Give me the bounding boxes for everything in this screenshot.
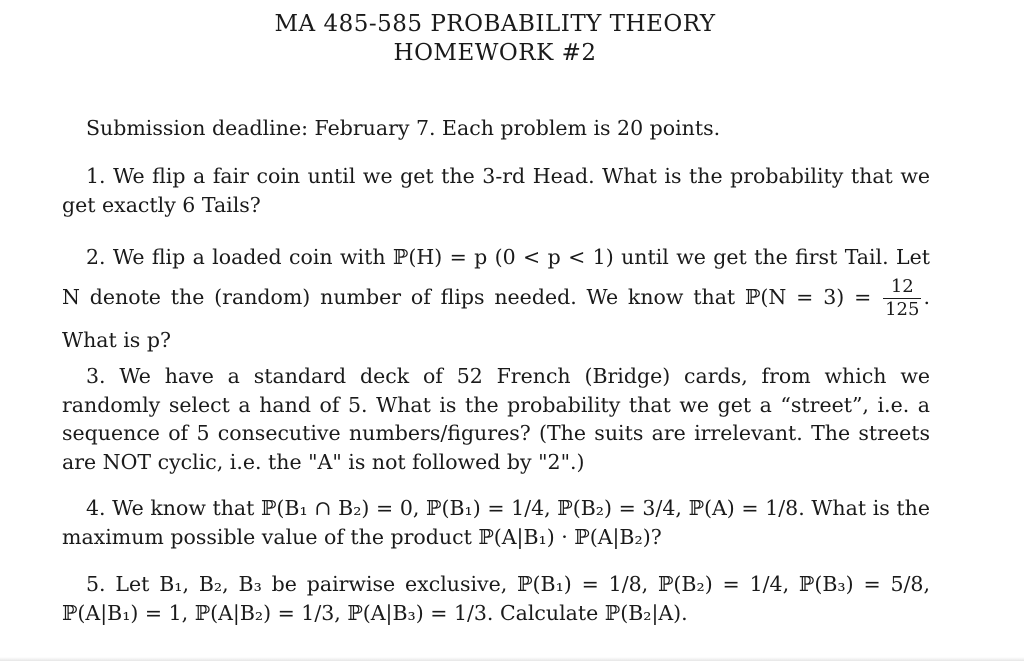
probability-fraction	[883, 276, 921, 321]
document-title	[0, 10, 990, 68]
problem-5-text: 5. Let B₁, B₂, B₃ be pairwise exclusive, ℙ(B₁) = 1/8, ℙ(B₂) = 1/4, ℙ(B₃) = 5/8, ℙ(A|B₁) = 1, ℙ(A|B₂) = 1/3, ℙ(A|B₃) = 1/3. Calculate ℙ(B₂|A).	[62, 572, 930, 625]
problem-4-text: 4. We know that ℙ(B₁ ∩ B₂) = 0, ℙ(B₁) = 1/4, ℙ(B₂) = 3/4, ℙ(A) = 1/8. What is the maximum possible value of the product ℙ(A|B₁) · ℙ(A|B₂)?	[62, 496, 930, 549]
course-title: MA 485-585 PROBABILITY THEORY	[274, 11, 716, 37]
problem-2-text-after: . What is p?	[62, 285, 930, 352]
problem-3-text: 3. We have a standard deck of 52 French (Bridge) cards, from which we randomly select a hand of 5. What is the probability that we get a “street”, i.e. a sequence of 5 consecutive numbers/figures? (The suits are irrelevant. The streets are NOT cyclic, i.e. the "A" is not followed by "2".)	[62, 364, 930, 474]
problem-1	[62, 162, 930, 219]
fraction-denominator: 125	[885, 299, 920, 320]
problem-2-text-before: 2. We flip a loaded coin with ℙ(H) = p (0 < p < 1) until we get the first Tail. Let N denote the (random) number of flips needed. We know that ℙ(N = 3) =	[62, 245, 930, 309]
problem-3	[62, 362, 930, 476]
fraction-numerator: 12	[890, 276, 914, 297]
assignment-title: HOMEWORK #2	[393, 40, 597, 66]
problem-4	[62, 494, 930, 551]
problem-1-text: 1. We flip a fair coin until we get the 3-rd Head. What is the probability that we get exactly 6 Tails?	[62, 164, 930, 217]
problem-2	[62, 238, 930, 359]
problem-5	[62, 570, 930, 627]
submission-info: Submission deadline: February 7. Each problem is 20 points.	[86, 116, 721, 140]
page-bottom-edge	[0, 657, 1024, 661]
